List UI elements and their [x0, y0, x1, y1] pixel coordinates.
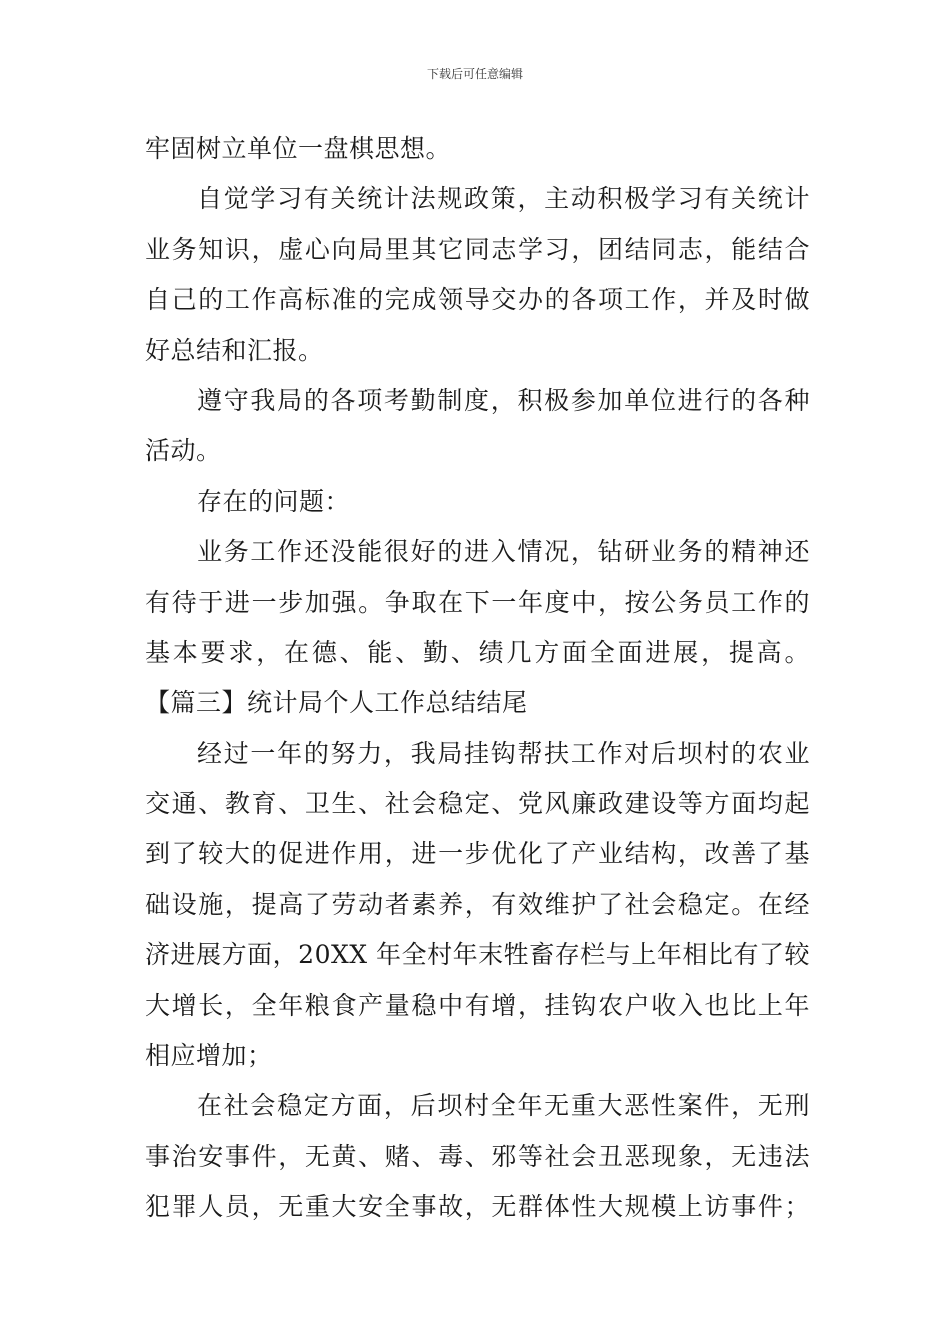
section-heading: 【篇三】统计局个人工作总结结尾 [145, 688, 528, 718]
text-line: 好总结和汇报。 [145, 335, 324, 365]
section-label: 存在的问题： [197, 486, 351, 516]
text-line: 自己的工作高标准的完成领导交办的各项工作，并及时做 [145, 285, 810, 315]
text-line: 大增长，全年粮食产量稳中有增，挂钩农户收入也比上年 [145, 990, 810, 1020]
text-line: 自觉学习有关统计法规政策，主动积极学习有关统计 [197, 184, 810, 214]
text-line: 基本要求，在德、能、勤、绩几方面全面进展，提高。 [145, 637, 810, 667]
text-line: 交通、教育、卫生、社会稳定、党风廉政建设等方面均起 [145, 789, 810, 819]
document-body [145, 124, 810, 1233]
text-line: 有待于进一步加强。争取在下一年度中，按公务员工作的 [145, 587, 810, 617]
text-line: 在社会稳定方面，后坝村全年无重大恶性案件，无刑 [197, 1091, 810, 1121]
text-line: 活动。 [145, 436, 222, 466]
text-line: 犯罪人员，无重大安全事故，无群体性大规模上访事件； [145, 1192, 810, 1222]
page-header: 下载后可任意编辑 [426, 67, 523, 81]
text-line: 遵守我局的各项考勤制度，积极参加单位进行的各种 [197, 385, 810, 415]
text-line: 相应增加； [145, 1041, 273, 1071]
text-line: 经过一年的努力，我局挂钩帮扶工作对后坝村的农业 [197, 738, 810, 768]
text-line: 牢固树立单位一盘棋思想。 [145, 134, 452, 163]
text-line: 到了较大的促进作用，进一步优化了产业结构，改善了基 [145, 839, 810, 869]
text-line: 础设施，提高了劳动者素养，有效维护了社会稳定。在经 [145, 889, 810, 919]
text-line: 济进展方面，20XX 年全村年末牲畜存栏与上年相比有了较 [145, 940, 810, 970]
text-line: 事治安事件，无黄、赌、毒、邪等社会丑恶现象，无违法 [145, 1141, 810, 1171]
text-line: 业务知识，虚心向局里其它同志学习，团结同志，能结合 [145, 234, 810, 264]
text-line: 业务工作还没能很好的进入情况，钻研业务的精神还 [197, 537, 810, 567]
